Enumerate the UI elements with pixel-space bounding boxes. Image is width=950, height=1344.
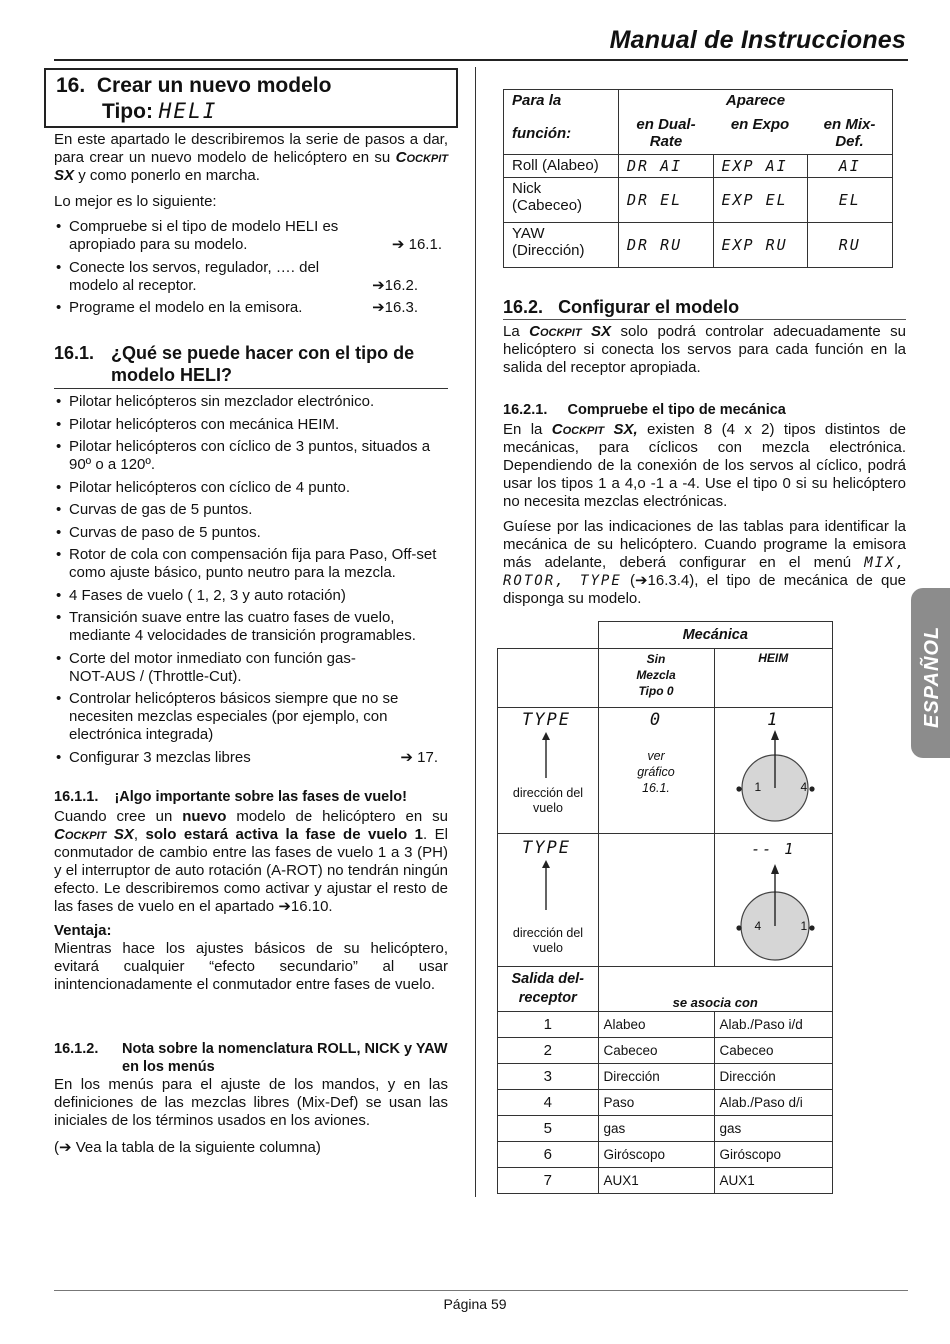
table-row xyxy=(504,155,893,178)
list-item: • Pilotar helicópteros sin mezclador electrónico. xyxy=(54,393,448,411)
table-cell: Giróscopo xyxy=(598,1141,714,1167)
section-title: ¿Qué se puede hacer con el tipo de modelo HELI? xyxy=(111,343,415,385)
type-label: TYPE xyxy=(522,709,571,730)
flight-direction-label: dirección del vuelo xyxy=(512,925,584,955)
intro-lead: Lo mejor es lo siguiente: xyxy=(54,193,217,210)
intro-text-a: En este apartado le describiremos la serie de pasos a dar, para crear un nuevo modelo de helicóptero en su xyxy=(54,131,448,166)
section-16-1-1 xyxy=(54,788,448,994)
body-text: (➔16.3.4), el tipo de mecánica de que disponga su modelo. xyxy=(503,572,907,607)
section-16-2 xyxy=(503,296,906,377)
list-item xyxy=(54,218,448,254)
table-cell: Alab./Paso i/d xyxy=(714,1011,833,1037)
table-cell: AUX1 xyxy=(714,1167,833,1193)
subsection-heading xyxy=(54,788,448,806)
section-number: 16.2. xyxy=(503,297,544,317)
table-cell: Giróscopo xyxy=(714,1141,833,1167)
section-16-1-2 xyxy=(54,1040,448,1157)
channel-cell: 1 xyxy=(498,1011,599,1037)
table-row xyxy=(498,1063,833,1089)
header-title: Manual de Instrucciones xyxy=(609,26,906,54)
list-item xyxy=(54,749,448,767)
body-text: modelo de helicóptero en su xyxy=(236,808,448,825)
brand-name: Cockpit SX, xyxy=(551,421,638,438)
table-header-col: en Dual-Rate xyxy=(619,114,714,155)
table-header-sin xyxy=(598,648,714,707)
subsection-heading xyxy=(54,1040,448,1076)
table-cell: Paso xyxy=(598,1089,714,1115)
table-header-assoc: se asocia con xyxy=(598,966,833,1011)
list-item-text: Configurar 3 mezclas libres xyxy=(69,748,251,766)
header-rule xyxy=(54,59,908,61)
header-text: función: xyxy=(512,125,572,142)
table-row xyxy=(498,1089,833,1115)
list-item: • Pilotar helicópteros con cíclico de 4 punto. xyxy=(54,479,448,497)
body-text: . El conmutador de cambio entre las fases de vuelo 1 a 3 (PH) y el interruptor de auto rotación (A-ROT) no tendrán ningún efecto. Le describiremos como activar y ajustar el resto de las fases de vuelo en el apartado ➔16.10. xyxy=(54,826,448,915)
menu-path: MIX, ROTOR, TYPE xyxy=(503,555,906,589)
see-graphic-note: ver gráfico 16.1. xyxy=(637,748,675,795)
subsection-title: ¡Algo importante sobre las fases de vuelo! xyxy=(114,789,407,805)
list-item: • Pilotar helicópteros con cíclico de 3 puntos, situados a 90º o a 120º. xyxy=(54,438,448,474)
subsection-number: 16.2.1. xyxy=(503,402,548,418)
chapter-title: Crear un nuevo modelo xyxy=(96,74,332,97)
list-item: • Transición suave entre las cuatro fases de vuelo, mediante 4 velocidades de transición programables. xyxy=(54,609,448,645)
step-ref: ➔ 16.1. xyxy=(391,236,442,253)
table-header-appears: Aparece xyxy=(619,90,893,115)
list-item: • Pilotar helicópteros con mecánica HEIM. xyxy=(54,416,448,434)
list-item: • Corte del motor inmediato con función gas-NOT-AUS / (Throttle-Cut). xyxy=(54,650,369,686)
table-row xyxy=(498,1115,833,1141)
table-header-heim: HEIM xyxy=(714,648,833,707)
column-divider xyxy=(475,67,476,1197)
body-bold: nuevo xyxy=(182,808,227,825)
subsection-note: (➔ Vea la tabla de la siguiente columna) xyxy=(54,1139,321,1156)
table-row xyxy=(498,1011,833,1037)
table-cell: gas xyxy=(714,1115,833,1141)
table-cell: Cabeceo xyxy=(598,1037,714,1063)
section-number: 16.1. xyxy=(54,343,95,363)
servo-label: 1 xyxy=(754,779,762,794)
table-row xyxy=(504,178,893,223)
features-list xyxy=(54,393,448,771)
table-cell: EXP EL xyxy=(713,178,807,223)
channel-cell: 4 xyxy=(498,1089,599,1115)
type-cell xyxy=(498,707,599,833)
table-cell: Cabeceo xyxy=(714,1037,833,1063)
chapter-subtitle-code: HELI xyxy=(158,99,218,123)
heim-cell xyxy=(714,707,833,833)
table-cell: AI xyxy=(807,155,893,178)
table-cell: Nick (Cabeceo) xyxy=(504,178,619,223)
channel-cell: 2 xyxy=(498,1037,599,1063)
section-title: Configurar el modelo xyxy=(558,297,740,317)
up-arrow-icon xyxy=(542,732,550,778)
chapter-heading xyxy=(44,68,458,128)
advantage-text: Mientras hace los ajustes básicos de su helicóptero, evitará cualquier “efecto secundario” al usar inintencionadamente el conmutador entre fases de vuelo. xyxy=(54,940,448,993)
table-cell: DR EL xyxy=(619,178,714,223)
blank-cell xyxy=(598,833,714,966)
section-16-1-heading xyxy=(54,342,448,389)
table-cell: gas xyxy=(598,1115,714,1141)
step-text: Programe el modelo en la emisora. xyxy=(69,299,303,316)
list-item: • Curvas de gas de 5 puntos. xyxy=(54,501,448,519)
table-header-mechanics: Mecánica xyxy=(598,622,833,649)
step-text: Compruebe si el tipo de modelo HELI es apropiado para su modelo. xyxy=(69,218,339,253)
table-header-function xyxy=(504,90,619,155)
page-number: Página 59 xyxy=(443,1296,507,1312)
table-cell: Alab./Paso d/i xyxy=(714,1089,833,1115)
intro-paragraph xyxy=(54,131,448,185)
table-row xyxy=(504,223,893,268)
table-cell: AUX1 xyxy=(598,1167,714,1193)
table-cell: EL xyxy=(807,178,893,223)
heim-cell xyxy=(714,833,833,966)
brand-name: Cockpit SX xyxy=(54,149,448,184)
type-cell xyxy=(498,833,599,966)
body-bold: solo estará activa la fase de vuelo 1 xyxy=(145,826,424,843)
mechanics-table xyxy=(497,621,833,1194)
chapter-subtitle-label: Tipo: xyxy=(102,100,153,123)
table-row xyxy=(498,1141,833,1167)
subsection-number: 16.1.1. xyxy=(54,789,99,805)
channel-cell: 7 xyxy=(498,1167,599,1193)
subsection-body xyxy=(503,518,906,608)
channel-cell: 3 xyxy=(498,1063,599,1089)
brand-name: Cockpit SX xyxy=(529,323,612,340)
section-16-2-1 xyxy=(503,401,906,608)
brand-name: Cockpit SX xyxy=(54,826,134,843)
table-cell: YAW (Dirección) xyxy=(504,223,619,268)
table-cell: Alabeo xyxy=(598,1011,714,1037)
body-text: Guíese por las indicaciones de las tablas para identificar la mecánica de su helicóptero. Cuando programe la emisora más adelante, deberá configurar en el menú xyxy=(503,518,906,571)
steps-list xyxy=(54,218,448,317)
subsection-title: Compruebe el tipo de mecánica xyxy=(567,402,786,418)
sin-cell xyxy=(598,707,714,833)
list-item: • Curvas de paso de 5 puntos. xyxy=(54,524,448,542)
flight-direction-label: dirección del vuelo xyxy=(512,785,584,815)
subsection-heading xyxy=(503,401,906,419)
step-text: Conecte los servos, regulador, …. del modelo al receptor. xyxy=(69,258,320,294)
section-16-1-title-wrap xyxy=(54,342,448,386)
list-item-ref: ➔ 17. xyxy=(400,748,438,766)
subsection-body xyxy=(503,421,906,511)
list-item: • Rotor de cola con compensación fija para Paso, Off-set como ajuste básico, punto neutro para la mezcla. xyxy=(54,546,448,582)
list-item xyxy=(54,259,448,295)
servo-label: 4 xyxy=(754,918,762,933)
table-header-output: Salida del- receptor xyxy=(498,966,599,1011)
footer-rule xyxy=(54,1290,908,1291)
table-row xyxy=(498,1167,833,1193)
swashplate-diagram xyxy=(735,858,817,968)
body-text: En la xyxy=(503,421,543,438)
section-body xyxy=(503,323,906,377)
list-item xyxy=(54,299,448,317)
body-text: existen 8 (4 x 2) tipos distintos de mecánicas, para cíclicos con mezcla electrónica. Dependiendo de la conexión de los servos al cíclico, podrá usar los tipos 1 a 4,o -1 a -4. Use el tipo 0 si su helicóptero no necesita mezclas electrónicas. xyxy=(503,421,906,510)
table-cell: DR AI xyxy=(619,155,714,178)
type-value: 0 xyxy=(649,709,663,730)
table-cell: EXP RU xyxy=(713,223,807,268)
table-cell: Dirección xyxy=(598,1063,714,1089)
type-value: 1 xyxy=(767,709,780,730)
intro-text xyxy=(54,131,448,322)
chapter-number: 16. xyxy=(56,74,86,97)
table-header-col: en Expo xyxy=(713,114,807,155)
intro-text-b: y como ponerlo en marcha. xyxy=(78,167,260,184)
subsection-body: En los menús para el ajuste de los mandos, y en las definiciones de las mezclas libres (Mix-Def) se usan las iniciales de los términos usados en los aviones. xyxy=(54,1076,448,1129)
step-ref: ➔16.3. xyxy=(372,299,418,316)
channel-cell: 5 xyxy=(498,1115,599,1141)
header-text: Para la xyxy=(512,92,562,109)
body-text: La xyxy=(503,323,520,340)
blank-cell xyxy=(498,622,599,649)
subsection-title: Nota sobre la nomenclatura ROLL, NICK y YAW en los menús xyxy=(122,1041,448,1075)
servo-label: 4 xyxy=(800,779,808,794)
language-tab xyxy=(911,588,950,758)
servo-label: 1 xyxy=(800,918,808,933)
table-header-col: en Mix-Def. xyxy=(807,114,893,155)
channel-cell: 6 xyxy=(498,1141,599,1167)
chapter-title-line xyxy=(56,74,331,98)
table-cell: RU xyxy=(807,223,893,268)
body-text: Cuando cree un xyxy=(54,808,173,825)
list-item: • 4 Fases de vuelo ( 1, 2, 3 y auto rotación) xyxy=(54,587,448,605)
table-cell: Roll (Alabeo) xyxy=(504,155,619,178)
language-tab-label: ESPAÑOL xyxy=(921,625,943,728)
chapter-subtitle xyxy=(102,99,217,124)
table-row xyxy=(498,1037,833,1063)
subsection-body: Cuando cree un nuevo modelo de helicóptero en su Cockpit SX, solo estará activa la fase de vuelo 1. El conmutador de cambio entre las fases de vuelo 1 a 3 (PH) y el interruptor de auto rotación (A-ROT) no tendrán ningún efecto. Le describiremos como activar y ajustar el resto de las fases de vuelo en el apartado ➔16.10. xyxy=(54,808,448,915)
subsection-number: 16.1.2. xyxy=(54,1041,99,1057)
table-cell: Dirección xyxy=(714,1063,833,1089)
step-ref: ➔16.2. xyxy=(372,276,418,294)
table-cell: EXP AI xyxy=(713,155,807,178)
blank-cell xyxy=(498,648,599,707)
up-arrow-icon xyxy=(542,860,550,910)
list-item: • Controlar helicópteros básicos siempre que no se necesiten mezclas especiales (por ejemplo, con electrónica integrada) xyxy=(54,690,419,744)
header-text: Sin Mezcla Tipo 0 xyxy=(636,651,676,698)
section-heading xyxy=(503,296,906,320)
table-cell: DR RU xyxy=(619,223,714,268)
type-label: TYPE xyxy=(522,837,571,858)
type-value: -- 1 xyxy=(751,839,796,858)
abbreviation-table xyxy=(503,89,893,268)
advantage-label: Ventaja: xyxy=(54,922,112,939)
body-text: solo podrá controlar adecuadamente su helicóptero si conecta los servos para cada función en la salida del receptor apropiada. xyxy=(503,323,906,376)
